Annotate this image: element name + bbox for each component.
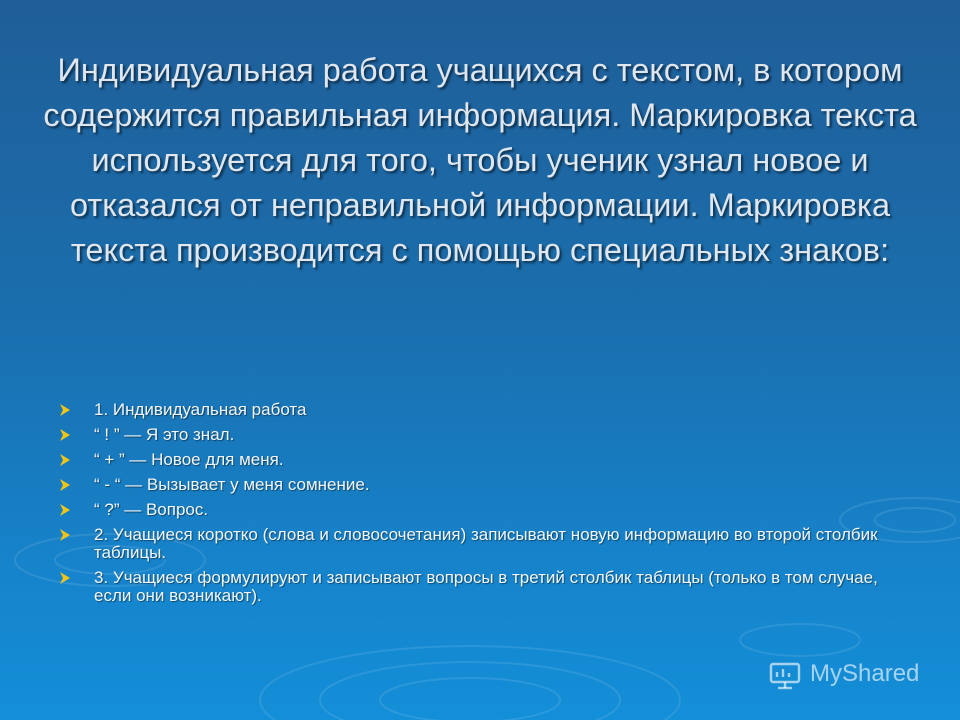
watermark [768,658,948,692]
list-item [58,426,908,444]
list-item-text: “ ! ” — Я это знал. [94,425,235,444]
arrow-bullet-icon [58,528,72,542]
list-item [58,569,908,605]
watermark-text: MyShared [810,660,920,687]
list-item-text: 3. Учащиеся формулируют и записывают вопросы в третий столбик таблицы (только в том случае, если они возникают). [94,568,878,605]
list-item [58,526,908,562]
arrow-bullet-icon [58,453,72,467]
list-item [58,401,908,419]
list-item [58,501,908,519]
list-item-text: “ - “ — Вызывает у меня сомнение. [94,475,370,494]
arrow-bullet-icon [58,478,72,492]
list-item-text: 2. Учащиеся коротко (слова и словосочетания) записывают новую информацию во второй столбик таблицы. [94,525,878,562]
arrow-bullet-icon [58,403,72,417]
list-item-text: “ ?” — Вопрос. [94,500,209,519]
arrow-bullet-icon [58,571,72,585]
bullet-list [58,401,908,612]
list-item [58,476,908,494]
arrow-bullet-icon [58,503,72,517]
list-item [58,451,908,469]
presentation-board-icon [768,660,802,690]
slide-title: Индивидуальная работа учащихся с текстом, в котором содержится правильная информация. Маркировка текста используется для того, чтобы ученик узнал новое и отказался от неправильной информации. Маркировка текста производится с помощью специальных знаков: [43,52,917,268]
arrow-bullet-icon [58,428,72,442]
list-item-text: 1. Индивидуальная работа [94,400,307,419]
list-item-text: “ + ” — Новое для меня. [94,450,284,469]
